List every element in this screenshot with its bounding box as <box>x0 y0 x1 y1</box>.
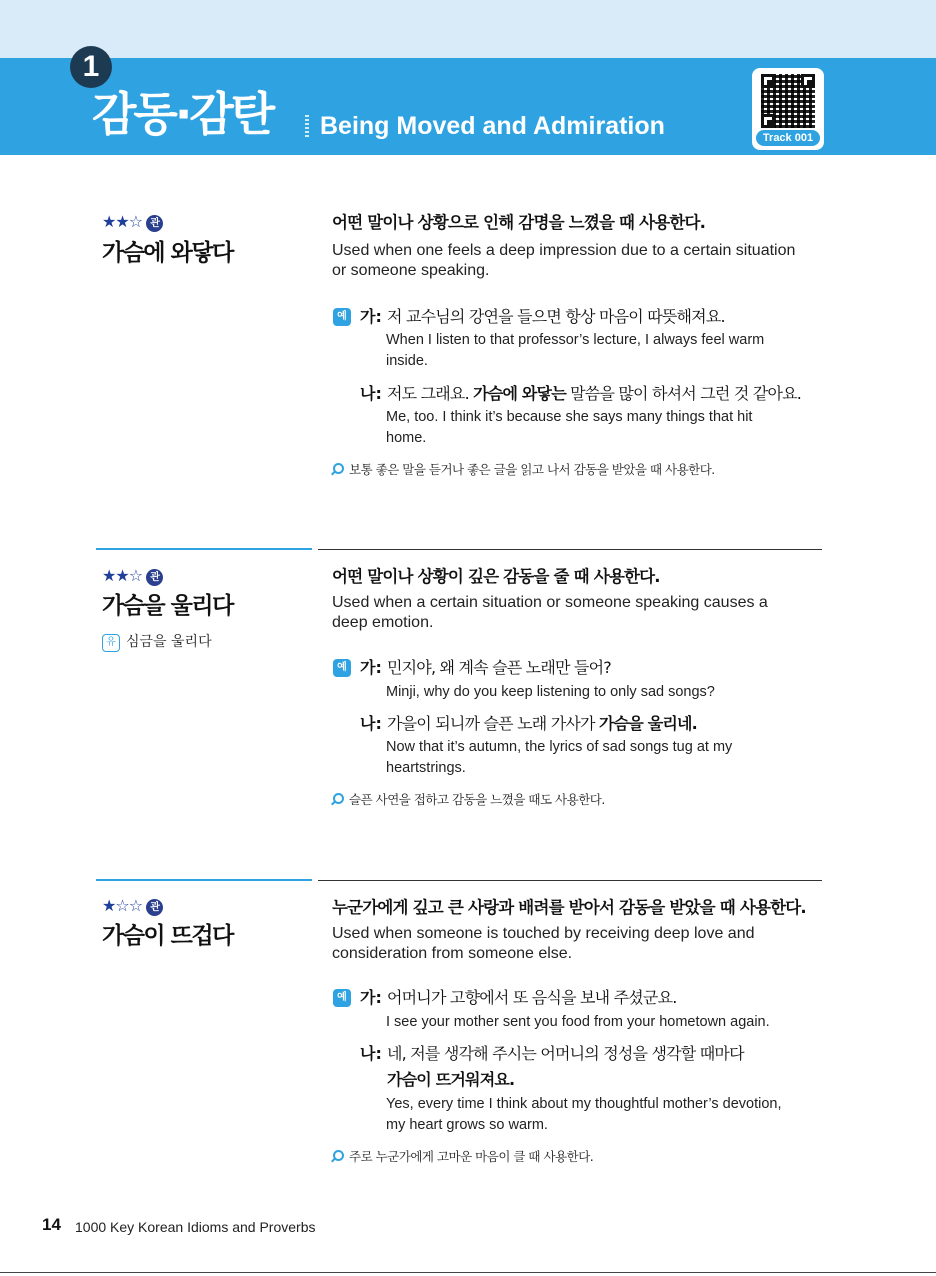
magnifier-icon <box>331 1150 343 1162</box>
speaker-b-label: 나: <box>360 1044 382 1063</box>
idiom-highlight: 가슴이 뜨거워져요. <box>387 1070 515 1089</box>
book-title: 1000 Key Korean Idioms and Proverbs <box>75 1219 316 1235</box>
definition-en-line: deep emotion. <box>332 614 434 631</box>
track-label: Track 001 <box>756 130 820 146</box>
usage-note: 보통 좋은 말을 듣거나 좋은 글을 읽고 나서 감동을 받았을 때 사용한다. <box>331 461 715 479</box>
definition-en-line: Used when one feels a deep impression due to a certain situation <box>332 242 796 259</box>
example-b-ko: 가을이 되니까 슬픈 노래 가사가 가슴을 울리네. <box>387 714 697 733</box>
example-b-en: home. <box>386 430 427 446</box>
example-a-ko: 저 교수님의 강연을 들으면 항상 마음이 따뜻해져요. <box>387 307 725 326</box>
speaker-b-label: 나: <box>360 384 382 403</box>
example-badge: 예 <box>333 308 351 326</box>
speaker-a-label: 가: <box>360 988 382 1007</box>
footer-rule <box>0 1272 936 1273</box>
definition-ko: 누군가에게 깊고 큰 사랑과 배려를 받아서 감동을 받았을 때 사용한다. <box>332 898 806 917</box>
example-badge: 예 <box>333 659 351 677</box>
idiom-type-badge: 관 <box>146 569 163 586</box>
page-number: 14 <box>42 1215 61 1234</box>
example-a-en: Minji, why do you keep listening to only sad songs? <box>386 684 715 700</box>
chapter-title: 감동·감탄 <box>92 87 273 141</box>
example-b-ko: 저도 그래요. 가슴에 와닿는 말씀을 많이 하셔서 그런 것 같아요. <box>387 384 802 403</box>
idiom-title: 가슴이 뜨겁다 <box>102 923 233 949</box>
example-a-en: inside. <box>386 353 428 369</box>
magnifier-icon <box>331 463 343 475</box>
example-a-ko: 어머니가 고향에서 또 음식을 보내 주셨군요. <box>387 988 677 1007</box>
example-a-en: I see your mother sent you food from your hometown again. <box>386 1014 770 1030</box>
definition-en-line: Used when someone is touched by receiving deep love and <box>332 925 755 942</box>
example-b-ko: 네, 저를 생각해 주시는 어머니의 정성을 생각할 때마다 <box>387 1044 744 1063</box>
definition-ko: 어떤 말이나 상황이 깊은 감동을 줄 때 사용한다. <box>332 567 660 586</box>
idiom-highlight: 가슴에 와닿는 <box>473 384 566 403</box>
difficulty-stars: ★★☆ 관 <box>102 566 163 586</box>
example-b-en: Yes, every time I think about my thoughtful mother’s devotion, <box>386 1096 782 1112</box>
example-b-en: Now that it’s autumn, the lyrics of sad songs tug at my <box>386 739 733 755</box>
example-b-ko <box>387 1069 514 1091</box>
example-b-en: heartstrings. <box>386 760 466 776</box>
section-rule-left <box>96 548 312 550</box>
idiom-highlight: 가슴을 울리네. <box>598 714 697 733</box>
idiom-title: 가슴을 울리다 <box>102 593 233 619</box>
usage-note: 주로 누군가에게 고마운 마음이 클 때 사용한다. <box>331 1148 593 1166</box>
example-a-en: When I listen to that professor’s lecture, I always feel warm <box>386 332 765 348</box>
title-divider <box>305 115 309 137</box>
section-rule-right <box>318 880 822 881</box>
synonym-badge: 유 <box>102 634 120 652</box>
speaker-a-label: 가: <box>360 658 382 677</box>
section-rule-left <box>96 879 312 881</box>
definition-en-line: or someone speaking. <box>332 262 490 279</box>
example-b-en: my heart grows so warm. <box>386 1117 548 1133</box>
example-a-ko: 민지야, 왜 계속 슬픈 노래만 들어? <box>387 658 611 677</box>
qr-pattern <box>761 74 815 128</box>
speaker-b-label: 나: <box>360 714 382 733</box>
idiom-type-badge: 관 <box>146 215 163 232</box>
idiom-title: 가슴에 와닿다 <box>102 240 233 266</box>
definition-ko: 어떤 말이나 상황으로 인해 감명을 느꼈을 때 사용한다. <box>332 213 706 232</box>
synonym: 유 심금을 울리다 <box>102 632 212 652</box>
section-rule-right <box>318 549 822 550</box>
definition-en-line: consideration from someone else. <box>332 945 573 962</box>
idiom-type-badge: 관 <box>146 899 163 916</box>
definition-en-line: Used when a certain situation or someone speaking causes a <box>332 594 768 611</box>
usage-note: 슬픈 사연을 접하고 감동을 느꼈을 때도 사용한다. <box>331 791 605 809</box>
header-top-band <box>0 0 936 58</box>
qr-code-icon[interactable] <box>752 68 824 150</box>
speaker-a-label: 가: <box>360 307 382 326</box>
difficulty-stars: ★☆☆ 관 <box>102 896 163 916</box>
chapter-subtitle: Being Moved and Admiration <box>320 112 665 140</box>
chapter-number-badge: 1 <box>70 46 112 88</box>
magnifier-icon <box>331 793 343 805</box>
difficulty-stars: ★★☆ 관 <box>102 212 163 232</box>
example-badge: 예 <box>333 989 351 1007</box>
example-b-en: Me, too. I think it’s because she says many things that hit <box>386 409 753 425</box>
